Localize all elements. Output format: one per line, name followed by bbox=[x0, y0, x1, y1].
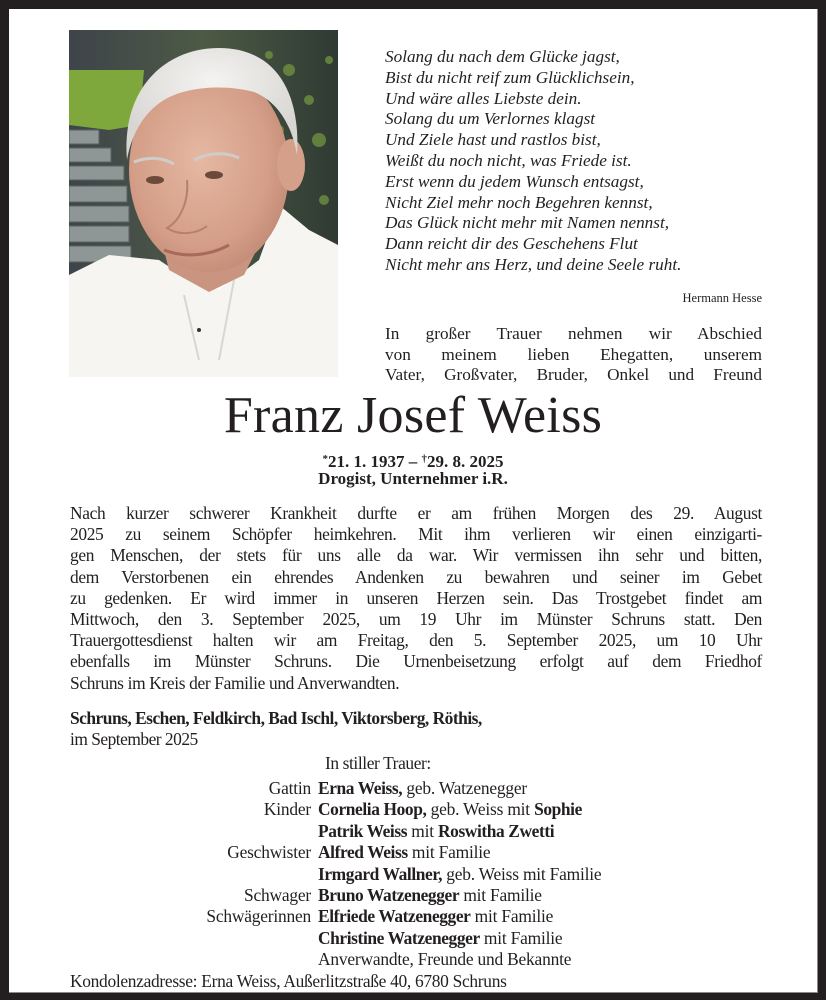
mourner-name: Irmgard Wallner, bbox=[318, 863, 443, 884]
mourner-row bbox=[70, 799, 790, 820]
poem-line: Nicht mehr ans Herz, und deine Seele ruht. bbox=[385, 254, 682, 274]
mourner-note: mit Familie bbox=[470, 906, 554, 927]
poem-line: Solang du um Verlornes klagst bbox=[385, 109, 596, 129]
poem-line: Weißt du noch nicht, was Friede ist. bbox=[385, 150, 632, 170]
mourner-name: Bruno Watzenegger bbox=[318, 885, 460, 906]
mourner-role bbox=[70, 949, 318, 970]
mourner-role bbox=[70, 928, 318, 949]
body-line: gen Menschen, der stets für uns alle da war. Wir vermissen ihn sehr und bitten, bbox=[70, 545, 762, 566]
mourner-name: Patrik Weiss bbox=[318, 820, 408, 841]
body-line: ebenfalls im Münster Schruns. Die Urnenbeisetzung erfolgt auf dem Friedhof bbox=[70, 651, 762, 672]
mourner-row bbox=[70, 885, 790, 906]
body-line: Schruns im Kreis der Familie und Anverwandten. bbox=[70, 672, 400, 693]
mourner-name: Cornelia Hoop, bbox=[318, 799, 427, 820]
obituary-body bbox=[70, 503, 762, 694]
mourner-note: geb. Weiss mit bbox=[426, 799, 535, 820]
body-line: Mittwoch, den 3. September 2025, um 19 Uhr im Münster Schruns statt. Den bbox=[70, 609, 762, 630]
mourner-entry bbox=[318, 821, 790, 842]
mourner-role: Kinder bbox=[263, 799, 311, 820]
mourner-entry bbox=[318, 906, 790, 927]
mourner-entry bbox=[318, 778, 790, 799]
mourner-note: mit Familie bbox=[459, 885, 542, 906]
body-line: Nach kurzer schwerer Krankheit durfte er am frühen Morgen des 29. August bbox=[70, 503, 762, 523]
mourner-note: geb. Weiss mit Familie bbox=[442, 863, 602, 884]
birth-symbol: * bbox=[322, 453, 328, 465]
body-line: Trauergottesdienst halten wir am Freitag, den 5. September 2025, um 10 Uhr bbox=[70, 630, 762, 651]
mourner-entry bbox=[318, 799, 790, 820]
mourner-note: mit Familie bbox=[407, 842, 491, 863]
birth-date: 21. 1. 1937 bbox=[328, 452, 405, 471]
mourner-name: Elfriede Watzenegger bbox=[318, 906, 471, 927]
body-line: zu gedenken. Er wird immer in unseren Herzen sein. Das Trostgebet findet am bbox=[70, 587, 762, 608]
mourner-role: Geschwister bbox=[227, 842, 311, 863]
poem-line: Das Glück nicht mehr mit Namen nennst, bbox=[385, 213, 670, 233]
mourner-note: geb. Watzenegger bbox=[402, 778, 527, 798]
mourner-role bbox=[70, 821, 318, 842]
poem-line: Dann reicht dir des Geschehens Flut bbox=[385, 234, 638, 254]
mourner-name: Erna Weiss, bbox=[318, 778, 403, 798]
mourner-entry bbox=[318, 949, 790, 970]
poem-line: Nicht Ziel mehr noch Begehren kennst, bbox=[385, 192, 653, 212]
mourner-row bbox=[70, 906, 790, 927]
mourner-note: mit Familie bbox=[479, 927, 563, 948]
mourner-entry bbox=[318, 885, 790, 906]
mourner-entry bbox=[318, 928, 790, 949]
mourner-note: Anverwandte, Freunde und Bekannte bbox=[318, 949, 572, 970]
body-line: dem Verstorbenen ein ehrendes Andenken zu bewahren und seiner im Gebet bbox=[70, 566, 762, 587]
mourner-entry bbox=[318, 864, 790, 885]
places-list: Schruns, Eschen, Feldkirch, Bad Ischl, Viktorsberg, Röthis, bbox=[70, 708, 482, 728]
poem-line: Erst wenn du jedem Wunsch entsagst, bbox=[385, 171, 644, 191]
mourner-row bbox=[70, 842, 790, 863]
death-symbol: † bbox=[421, 453, 427, 465]
death-date: 29. 8. 2025 bbox=[427, 452, 504, 471]
condolence-address: Kondolenzadresse: Erna Weiss, Außerlitzstraße 40, 6780 Schruns bbox=[70, 971, 507, 991]
poem-line: Bist du nicht reif zum Glücklichsein, bbox=[385, 67, 635, 87]
in-silent-grief-heading: In stiller Trauer: bbox=[325, 753, 431, 773]
mourner-role: Schwager bbox=[244, 885, 311, 906]
mourner-entry bbox=[318, 842, 790, 863]
place-date: im September 2025 bbox=[70, 729, 198, 749]
occupation: Drogist, Unternehmer i.R. bbox=[318, 469, 508, 488]
mourner-row bbox=[70, 778, 790, 799]
intro-line: In großer Trauer nehmen wir Abschied bbox=[385, 324, 762, 343]
intro-line: von meinem lieben Ehegatten, unserem bbox=[385, 344, 762, 364]
mourner-row bbox=[70, 821, 790, 842]
poem-line: Und Ziele hast und rastlos bist, bbox=[385, 130, 601, 150]
mourner-role: Gattin bbox=[268, 778, 311, 798]
mourner-row bbox=[70, 949, 790, 970]
portrait-photo bbox=[69, 30, 338, 377]
mourner-name: Roswitha Zwetti bbox=[437, 820, 555, 841]
mourner-name: Christine Watzenegger bbox=[318, 927, 480, 948]
mourners-list bbox=[70, 778, 790, 971]
poem bbox=[385, 47, 785, 276]
obituary-page bbox=[9, 9, 818, 993]
date-separator: – bbox=[404, 452, 422, 471]
mourner-row bbox=[70, 864, 790, 885]
mourner-role: Schwägerinnen bbox=[206, 906, 311, 927]
intro-line: Vater, Großvater, Bruder, Onkel und Freund bbox=[385, 365, 762, 384]
portrait-image bbox=[69, 30, 338, 377]
mourner-note: mit bbox=[407, 820, 438, 841]
poem-line: Und wäre alles Liebste dein. bbox=[385, 88, 582, 108]
mourner-row bbox=[70, 928, 790, 949]
poem-author: Hermann Hesse bbox=[682, 291, 762, 305]
body-line: 2025 zu seinem Schöpfer heimkehren. Mit ihm verlieren wir einen einzigarti- bbox=[70, 524, 762, 545]
poem-line: Solang du nach dem Glücke jagst, bbox=[385, 47, 620, 66]
intro-text bbox=[385, 324, 762, 386]
mourner-name: Sophie bbox=[534, 799, 582, 820]
deceased-name: Franz Josef Weiss bbox=[223, 387, 603, 444]
mourner-name: Alfred Weiss bbox=[318, 842, 408, 863]
mourner-role bbox=[70, 864, 318, 885]
